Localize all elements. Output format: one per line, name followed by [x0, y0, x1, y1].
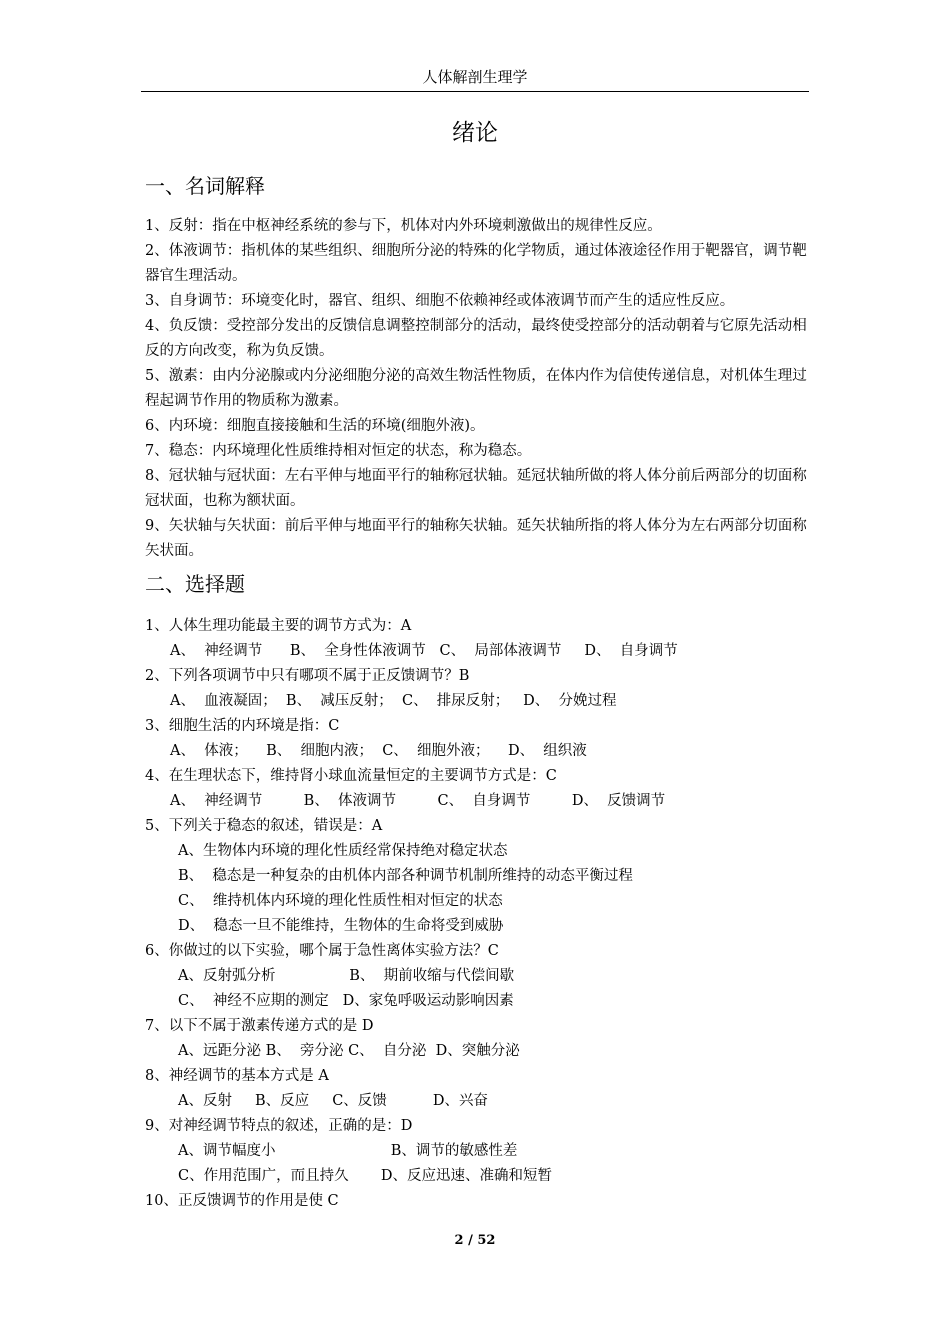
question-6-option: A、反射弧分析 B、 期前收缩与代偿间歇 — [178, 968, 515, 984]
question-9: 9、对神经调节特点的叙述，正确的是：D — [145, 1118, 413, 1134]
question-5-option: C、 维持机体内环境的理化性质性相对恒定的状态 — [178, 893, 503, 909]
question-5-option: B、 稳态是一种复杂的由机体内部各种调节机制所维持的动态平衡过程 — [178, 868, 633, 884]
choice-questions — [145, 614, 813, 1214]
definition-item: 6、内环境：细胞直接接触和生活的环境(细胞外液)。 — [145, 418, 485, 434]
definition-item: 1、反射：指在中枢神经系统的参与下，机体对内外环境刺激做出的规律性反应。 — [145, 218, 662, 234]
question-8-options: A、反射 B、反应 C、反馈 D、兴奋 — [178, 1093, 489, 1109]
question-6-option: C、 神经不应期的测定 D、家兔呼吸运动影响因素 — [178, 993, 514, 1009]
question-2-options: A、 血液凝固； B、 减压反射； C、 排尿反射； D、 分娩过程 — [170, 693, 617, 709]
question-4-options: A、 神经调节 B、 体液调节 C、 自身调节 D、 反馈调节 — [170, 793, 666, 809]
running-header: 人体解剖生理学 — [422, 68, 528, 86]
definition-item: 8、冠状轴与冠状面：左右平伸与地面平行的轴称冠状轴。延冠状轴所做的将人体分前后两部分的切面称冠状面，也称为额状面。 — [145, 468, 807, 509]
question-4: 4、在生理状态下，维持肾小球血流量恒定的主要调节方式是：C — [145, 768, 557, 784]
definition-item: 2、体液调节：指机体的某些组织、细胞所分泌的特殊的化学物质，通过体液途径作用于靶器官，调节靶器官生理活动。 — [145, 243, 807, 284]
question-5: 5、下列关于稳态的叙述，错误是：A — [145, 818, 383, 834]
question-5-option: D、 稳态一旦不能维持，生物体的生命将受到威胁 — [178, 918, 504, 934]
question-9-option: C、作用范围广，而且持久 D、反应迅速、准确和短暂 — [178, 1168, 552, 1184]
question-5-option: A、生物体内环境的理化性质经常保持绝对稳定状态 — [178, 843, 508, 859]
question-2: 2、下列各项调节中只有哪项不属于正反馈调节？B — [145, 668, 470, 684]
definition-item: 3、自身调节：环境变化时，器官、组织、细胞不依赖神经或体液调节而产生的适应性反应。 — [145, 293, 735, 309]
question-3-options: A、 体液； B、 细胞内液； C、 细胞外液； D、 组织液 — [170, 743, 587, 759]
page-number: 2 / 52 — [454, 1233, 496, 1248]
definition-item: 9、矢状轴与矢状面：前后平伸与地面平行的轴称矢状轴。延矢状轴所指的将人体分为左右两部分切面称矢状面。 — [145, 518, 807, 559]
question-3: 3、细胞生活的内环境是指：C — [145, 718, 340, 734]
question-10: 10、正反馈调节的作用是使 C — [145, 1193, 339, 1209]
question-1-options: A、 神经调节 B、 全身性体液调节 C、 局部体液调节 D、 自身调节 — [170, 643, 678, 659]
question-8: 8、神经调节的基本方式是 A — [145, 1068, 329, 1084]
chapter-title: 绪论 — [452, 120, 498, 146]
definition-item: 7、稳态：内环境理化性质维持相对恒定的状态，称为稳态。 — [145, 443, 532, 459]
definition-item: 4、负反馈：受控部分发出的反馈信息调整控制部分的活动，最终使受控部分的活动朝着与它原先活动相反的方向改变，称为负反馈。 — [145, 318, 807, 359]
question-7: 7、以下不属于激素传递方式的是 D — [145, 1018, 374, 1034]
question-1: 1、人体生理功能最主要的调节方式为：A — [145, 618, 412, 634]
section-heading-choice: 二、选择题 — [145, 572, 245, 596]
question-6: 6、你做过的以下实验，哪个属于急性离体实验方法？C — [145, 943, 499, 959]
question-7-options: A、远距分泌 B、 旁分泌 C、 自分泌 D、突触分泌 — [178, 1043, 520, 1059]
section-heading-definitions: 一、名词解释 — [145, 174, 265, 198]
header-rule — [141, 91, 809, 92]
definition-item: 5、激素：由内分泌腺或内分泌细胞分泌的高效生物活性物质，在体内作为信使传递信息，对机体生理过程起调节作用的物质称为激素。 — [145, 368, 807, 409]
definitions-list — [145, 214, 813, 564]
question-9-option: A、调节幅度小 B、调节的敏感性差 — [178, 1143, 518, 1159]
